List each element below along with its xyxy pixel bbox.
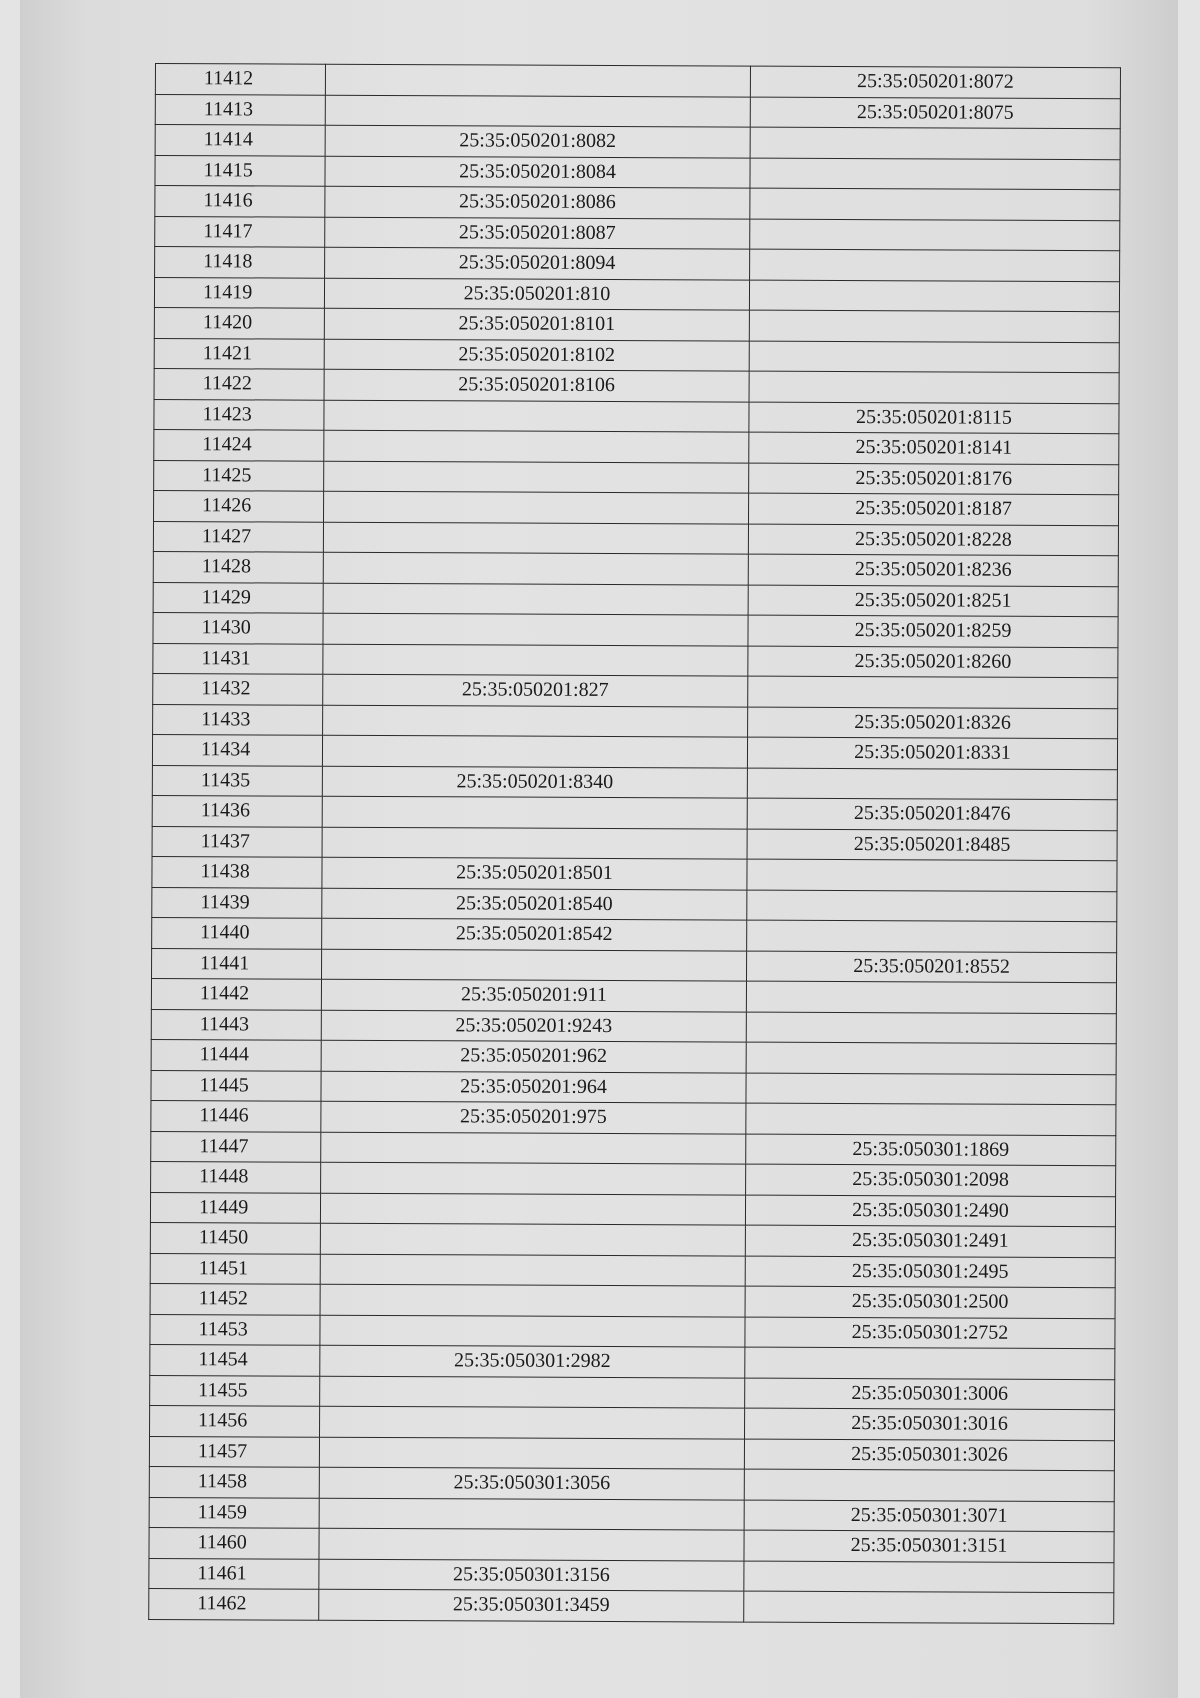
row-number-cell: 11414 <box>155 125 325 156</box>
left-cadastral-cell <box>320 1376 745 1408</box>
row-number-cell: 11442 <box>151 978 321 1009</box>
left-cadastral-cell <box>324 400 749 432</box>
left-cadastral-cell <box>322 827 747 859</box>
left-cadastral-cell: 25:35:050201:962 <box>321 1040 746 1072</box>
right-cadastral-cell: 25:35:050301:2098 <box>746 1164 1116 1196</box>
right-cadastral-cell: 25:35:050201:8552 <box>746 951 1116 983</box>
table-row <box>149 1558 1114 1593</box>
left-cadastral-cell <box>321 1162 746 1194</box>
row-number-cell: 11429 <box>153 582 323 613</box>
right-cadastral-cell: 25:35:050201:8236 <box>748 554 1118 586</box>
right-cadastral-cell: 25:35:050201:8228 <box>748 524 1118 556</box>
right-cadastral-cell: 25:35:050201:8485 <box>747 829 1117 861</box>
row-number-cell: 11444 <box>151 1039 321 1070</box>
table-row <box>151 1131 1116 1166</box>
table-row <box>152 765 1117 800</box>
right-cadastral-cell: 25:35:050201:8476 <box>747 798 1117 830</box>
right-cadastral-cell: 25:35:050301:3071 <box>744 1500 1114 1532</box>
right-cadastral-cell: 25:35:050201:8326 <box>748 707 1118 739</box>
right-cadastral-cell: 25:35:050301:3026 <box>744 1439 1114 1471</box>
left-cadastral-cell: 25:35:050301:3056 <box>319 1467 744 1499</box>
table-row <box>154 460 1119 495</box>
right-cadastral-cell: 25:35:050201:8260 <box>748 646 1118 678</box>
row-number-cell: 11422 <box>154 368 324 399</box>
table-row <box>155 247 1120 282</box>
left-cadastral-cell <box>325 64 750 96</box>
row-number-cell: 11445 <box>151 1070 321 1101</box>
row-number-cell: 11447 <box>151 1131 321 1162</box>
table-row <box>150 1405 1115 1440</box>
row-number-cell: 11443 <box>151 1009 321 1040</box>
table-row <box>149 1436 1114 1471</box>
table-row <box>152 856 1117 891</box>
row-number-cell: 11412 <box>155 64 325 95</box>
table-row <box>153 673 1118 708</box>
left-cadastral-cell <box>324 461 749 493</box>
right-cadastral-cell: 25:35:050301:2490 <box>745 1195 1115 1227</box>
row-number-cell: 11437 <box>152 826 322 857</box>
table-row <box>154 490 1119 525</box>
left-cadastral-cell <box>322 735 747 767</box>
left-cadastral-cell <box>320 1406 745 1438</box>
row-number-cell: 11434 <box>152 734 322 765</box>
right-cadastral-cell <box>749 310 1119 342</box>
table-row <box>154 429 1119 464</box>
table-row <box>155 94 1120 129</box>
table-row <box>154 277 1119 312</box>
table-row <box>151 1039 1116 1074</box>
table-row <box>150 1222 1115 1257</box>
table-row <box>149 1527 1114 1562</box>
left-cadastral-cell: 25:35:050201:8094 <box>325 247 750 279</box>
table-row <box>151 1009 1116 1044</box>
table-row <box>150 1192 1115 1227</box>
row-number-cell: 11451 <box>150 1253 320 1284</box>
row-number-cell: 11456 <box>150 1405 320 1436</box>
right-cadastral-cell: 25:35:050201:8187 <box>748 493 1118 525</box>
row-number-cell: 11462 <box>149 1588 319 1619</box>
left-cadastral-cell <box>320 1315 745 1347</box>
right-cadastral-cell <box>744 1591 1114 1623</box>
right-cadastral-cell: 25:35:050201:8072 <box>750 66 1120 98</box>
right-cadastral-cell: 25:35:050301:3006 <box>745 1378 1115 1410</box>
right-cadastral-cell <box>750 219 1120 251</box>
table-row <box>155 155 1120 190</box>
table-row <box>154 307 1119 342</box>
row-number-cell: 11421 <box>154 338 324 369</box>
table-row <box>152 948 1117 983</box>
table-row <box>155 216 1120 251</box>
row-number-cell: 11427 <box>153 521 323 552</box>
table-row <box>151 1100 1116 1135</box>
right-cadastral-cell <box>746 1042 1116 1074</box>
right-cadastral-cell <box>744 1469 1114 1501</box>
left-cadastral-cell: 25:35:050201:8106 <box>324 369 749 401</box>
left-cadastral-cell <box>320 1284 745 1316</box>
left-cadastral-cell: 25:35:050201:964 <box>321 1071 746 1103</box>
row-number-cell: 11439 <box>152 887 322 918</box>
left-cadastral-cell: 25:35:050201:8102 <box>324 339 749 371</box>
table-row <box>151 1070 1116 1105</box>
table-row <box>155 186 1120 221</box>
row-number-cell: 11457 <box>149 1436 319 1467</box>
row-number-cell: 11453 <box>150 1314 320 1345</box>
row-number-cell: 11430 <box>153 612 323 643</box>
left-cadastral-cell: 25:35:050201:8084 <box>325 156 750 188</box>
row-number-cell: 11460 <box>149 1527 319 1558</box>
row-number-cell: 11425 <box>154 460 324 491</box>
table-row <box>153 551 1118 586</box>
row-number-cell: 11458 <box>149 1466 319 1497</box>
table-row <box>153 704 1118 739</box>
left-cadastral-cell <box>319 1498 744 1530</box>
table-row <box>152 734 1117 769</box>
table-row <box>149 1497 1114 1532</box>
table-row <box>153 643 1118 678</box>
right-cadastral-cell: 25:35:050201:8115 <box>749 402 1119 434</box>
left-cadastral-cell: 25:35:050201:8082 <box>325 125 750 157</box>
right-cadastral-cell: 25:35:050301:3151 <box>744 1530 1114 1562</box>
right-cadastral-cell <box>748 676 1118 708</box>
right-cadastral-cell <box>746 1073 1116 1105</box>
right-cadastral-cell <box>746 981 1116 1013</box>
left-cadastral-cell: 25:35:050201:8340 <box>322 766 747 798</box>
table-row <box>150 1253 1115 1288</box>
right-cadastral-cell <box>747 859 1117 891</box>
table-row <box>151 1161 1116 1196</box>
right-cadastral-cell <box>750 188 1120 220</box>
row-number-cell: 11438 <box>152 856 322 887</box>
row-number-cell: 11431 <box>153 643 323 674</box>
table-row <box>152 887 1117 922</box>
row-number-cell: 11454 <box>150 1344 320 1375</box>
left-cadastral-cell: 25:35:050301:3459 <box>319 1589 744 1621</box>
right-cadastral-cell: 25:35:050301:2500 <box>745 1286 1115 1318</box>
right-cadastral-cell: 25:35:050301:2491 <box>745 1225 1115 1257</box>
row-number-cell: 11428 <box>153 551 323 582</box>
table-row <box>154 399 1119 434</box>
left-cadastral-cell <box>322 949 747 981</box>
table-row <box>152 826 1117 861</box>
table-row <box>155 64 1120 99</box>
left-cadastral-cell <box>323 552 748 584</box>
row-number-cell: 11461 <box>149 1558 319 1589</box>
left-cadastral-cell <box>323 644 748 676</box>
scanned-page <box>20 0 1178 1698</box>
table-body <box>149 64 1121 1624</box>
table-row <box>150 1283 1115 1318</box>
left-cadastral-cell: 25:35:050201:8540 <box>322 888 747 920</box>
left-cadastral-cell: 25:35:050301:3156 <box>319 1559 744 1591</box>
left-cadastral-cell <box>323 705 748 737</box>
table-row <box>152 795 1117 830</box>
row-number-cell: 11424 <box>154 429 324 460</box>
left-cadastral-cell <box>321 1132 746 1164</box>
right-cadastral-cell: 25:35:050301:3016 <box>745 1408 1115 1440</box>
left-cadastral-cell <box>319 1437 744 1469</box>
row-number-cell: 11435 <box>152 765 322 796</box>
table-row <box>152 917 1117 952</box>
left-cadastral-cell: 25:35:050201:8101 <box>324 308 749 340</box>
left-cadastral-cell <box>323 613 748 645</box>
table-row <box>150 1375 1115 1410</box>
left-cadastral-cell <box>320 1254 745 1286</box>
left-cadastral-cell: 25:35:050201:911 <box>321 979 746 1011</box>
left-cadastral-cell: 25:35:050201:827 <box>323 674 748 706</box>
row-number-cell: 11440 <box>152 917 322 948</box>
right-cadastral-cell <box>747 920 1117 952</box>
left-cadastral-cell: 25:35:050201:8087 <box>325 217 750 249</box>
table-row <box>150 1344 1115 1379</box>
table-row <box>151 978 1116 1013</box>
table-row <box>149 1466 1114 1501</box>
left-cadastral-cell: 25:35:050201:8542 <box>322 918 747 950</box>
left-cadastral-cell: 25:35:050201:8501 <box>322 857 747 889</box>
left-cadastral-cell <box>323 522 748 554</box>
left-cadastral-cell <box>319 1528 744 1560</box>
right-cadastral-cell <box>750 158 1120 190</box>
row-number-cell: 11420 <box>154 307 324 338</box>
right-cadastral-cell <box>746 1103 1116 1135</box>
left-cadastral-cell <box>323 491 748 523</box>
right-cadastral-cell: 25:35:050201:8251 <box>748 585 1118 617</box>
row-number-cell: 11415 <box>155 155 325 186</box>
table-row <box>154 368 1119 403</box>
row-number-cell: 11418 <box>155 247 325 278</box>
right-cadastral-cell <box>750 127 1120 159</box>
right-cadastral-cell: 25:35:050201:8331 <box>747 737 1117 769</box>
right-cadastral-cell <box>749 371 1119 403</box>
right-cadastral-cell: 25:35:050201:8075 <box>750 97 1120 129</box>
left-cadastral-cell <box>322 796 747 828</box>
row-number-cell: 11419 <box>154 277 324 308</box>
row-number-cell: 11413 <box>155 94 325 125</box>
row-number-cell: 11459 <box>149 1497 319 1528</box>
left-cadastral-cell <box>324 430 749 462</box>
left-cadastral-cell <box>323 583 748 615</box>
cadastral-table <box>148 63 1121 1624</box>
left-cadastral-cell <box>320 1223 745 1255</box>
right-cadastral-cell: 25:35:050301:2752 <box>745 1317 1115 1349</box>
right-cadastral-cell: 25:35:050201:8259 <box>748 615 1118 647</box>
row-number-cell: 11448 <box>151 1161 321 1192</box>
row-number-cell: 11423 <box>154 399 324 430</box>
right-cadastral-cell <box>749 280 1119 312</box>
table-row <box>153 612 1118 647</box>
left-cadastral-cell: 25:35:050201:810 <box>324 278 749 310</box>
right-cadastral-cell <box>744 1561 1114 1593</box>
left-cadastral-cell: 25:35:050201:9243 <box>321 1010 746 1042</box>
right-cadastral-cell <box>747 768 1117 800</box>
row-number-cell: 11416 <box>155 186 325 217</box>
row-number-cell: 11432 <box>153 673 323 704</box>
table-row <box>153 582 1118 617</box>
row-number-cell: 11449 <box>150 1192 320 1223</box>
right-cadastral-cell: 25:35:050201:8176 <box>749 463 1119 495</box>
table-row <box>155 125 1120 160</box>
row-number-cell: 11455 <box>150 1375 320 1406</box>
row-number-cell: 11452 <box>150 1283 320 1314</box>
row-number-cell: 11441 <box>152 948 322 979</box>
right-cadastral-cell: 25:35:050301:1869 <box>746 1134 1116 1166</box>
right-cadastral-cell: 25:35:050201:8141 <box>749 432 1119 464</box>
right-cadastral-cell <box>749 341 1119 373</box>
right-cadastral-cell <box>747 890 1117 922</box>
row-number-cell: 11426 <box>154 490 324 521</box>
left-cadastral-cell <box>320 1193 745 1225</box>
right-cadastral-cell <box>746 1012 1116 1044</box>
row-number-cell: 11450 <box>150 1222 320 1253</box>
row-number-cell: 11417 <box>155 216 325 247</box>
right-cadastral-cell: 25:35:050301:2495 <box>745 1256 1115 1288</box>
row-number-cell: 11446 <box>151 1100 321 1131</box>
table-row <box>149 1588 1114 1623</box>
row-number-cell: 11436 <box>152 795 322 826</box>
left-cadastral-cell: 25:35:050201:975 <box>321 1101 746 1133</box>
left-cadastral-cell: 25:35:050301:2982 <box>320 1345 745 1377</box>
left-cadastral-cell: 25:35:050201:8086 <box>325 186 750 218</box>
row-number-cell: 11433 <box>153 704 323 735</box>
right-cadastral-cell <box>745 1347 1115 1379</box>
right-cadastral-cell <box>750 249 1120 281</box>
table-row <box>154 338 1119 373</box>
table-row <box>153 521 1118 556</box>
table-row <box>150 1314 1115 1349</box>
left-cadastral-cell <box>325 95 750 127</box>
